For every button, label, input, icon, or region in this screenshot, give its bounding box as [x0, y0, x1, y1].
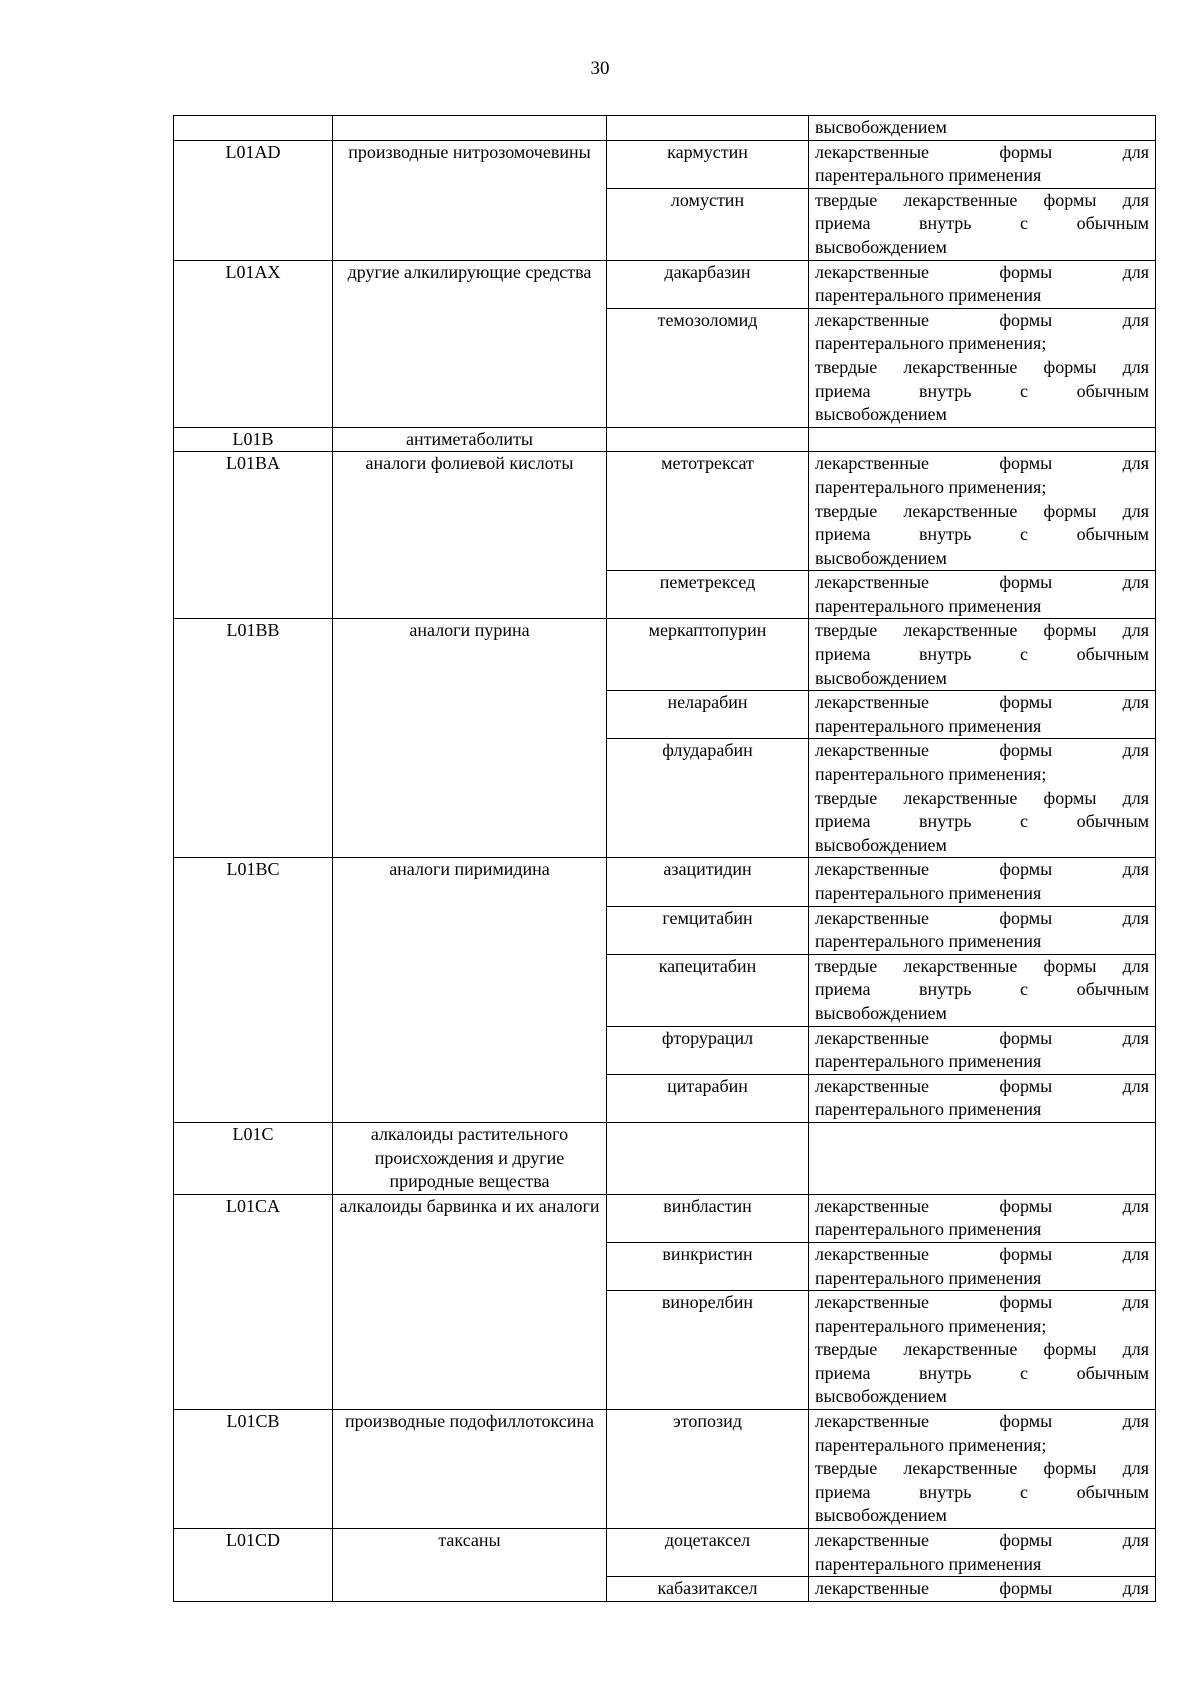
dosage-form-line: парентерального применения; [815, 333, 1047, 354]
drug-name-cell [607, 116, 809, 141]
dosage-form-line: твердые лекарственные формы для [815, 620, 1149, 641]
drug-name-cell: ломустин [607, 188, 809, 260]
table-row [174, 619, 1156, 691]
dosage-form-line: высвобождением [815, 236, 947, 257]
dosage-form-line: твердые лекарственные формы для [815, 787, 1149, 808]
table-row [174, 1122, 1156, 1194]
dosage-form-cell [809, 571, 1156, 619]
dosage-form-line: приема внутрь с обычным [815, 979, 1149, 1000]
atc-code-cell: L01BC [174, 858, 333, 1123]
dosage-form-line: парентерального применения [815, 715, 1042, 736]
anatomical-group-cell: производные подофиллотоксина [333, 1410, 607, 1529]
dosage-form-cell [809, 1291, 1156, 1410]
drug-name-cell: доцетаксел [607, 1529, 809, 1577]
dosage-form-line: твердые лекарственные формы для [815, 500, 1149, 521]
table-row [174, 140, 1156, 188]
dosage-form-line: лекарственные формы для [815, 859, 1149, 880]
dosage-form-cell [809, 858, 1156, 906]
dosage-form-line: парентерального применения; [815, 1434, 1047, 1455]
drug-name-cell: этопозид [607, 1410, 809, 1529]
dosage-form-line: лекарственные формы для [815, 740, 1149, 761]
dosage-form-cell [809, 619, 1156, 691]
table-row [174, 260, 1156, 308]
atc-code-cell [174, 116, 333, 141]
drug-name-cell: дакарбазин [607, 260, 809, 308]
dosage-form-cell [809, 691, 1156, 739]
dosage-form-line: приема внутрь с обычным [815, 380, 1149, 401]
dosage-form-cell [809, 954, 1156, 1026]
dosage-form-line: высвобождением [815, 667, 947, 688]
dosage-form-line: твердые лекарственные формы для [815, 1458, 1149, 1479]
drug-table [173, 115, 1156, 1602]
dosage-form-line: лекарственные формы для [815, 1292, 1149, 1313]
anatomical-group-cell: аналоги фолиевой кислоты [333, 452, 607, 619]
dosage-form-line: парентерального применения; [815, 1315, 1047, 1336]
dosage-form-line: парентерального применения [815, 165, 1042, 186]
dosage-form-line: твердые лекарственные формы для [815, 1339, 1149, 1360]
dosage-form-line: высвобождением [815, 547, 947, 568]
dosage-form-line: лекарственные формы для [815, 1075, 1149, 1096]
anatomical-group-cell: таксаны [333, 1529, 607, 1602]
drug-name-cell: гемцитабин [607, 906, 809, 954]
drug-name-cell: винбластин [607, 1194, 809, 1242]
drug-name-cell: азацитидин [607, 858, 809, 906]
dosage-form-line: парентерального применения [815, 1267, 1042, 1288]
table-row [174, 452, 1156, 571]
dosage-form-line: лекарственные формы для [815, 261, 1149, 282]
dosage-form-cell [809, 260, 1156, 308]
dosage-form-cell [809, 1122, 1156, 1194]
drug-name-cell: флударабин [607, 739, 809, 858]
dosage-form-line: парентерального применения [815, 1553, 1042, 1574]
dosage-form-cell [809, 116, 1156, 141]
dosage-form-line: лекарственные формы для [815, 1411, 1149, 1432]
drug-name-cell: меркаптопурин [607, 619, 809, 691]
anatomical-group-cell [333, 116, 607, 141]
dosage-form-cell [809, 1074, 1156, 1122]
dosage-form-line: приема внутрь с обычным [815, 524, 1149, 545]
anatomical-group-cell: алкалоиды растительного происхождения и другие природные вещества [333, 1122, 607, 1194]
drug-name-cell: цитарабин [607, 1074, 809, 1122]
dosage-form-line: лекарственные формы для [815, 309, 1149, 330]
dosage-form-cell [809, 1242, 1156, 1290]
dosage-form-line: высвобождением [815, 1505, 947, 1526]
dosage-form-line: парентерального применения [815, 285, 1042, 306]
atc-code-cell: L01C [174, 1122, 333, 1194]
dosage-form-cell [809, 1577, 1156, 1602]
atc-code-cell: L01B [174, 427, 333, 452]
dosage-form-cell [809, 427, 1156, 452]
dosage-form-line: высвобождением [815, 834, 947, 855]
dosage-form-cell [809, 308, 1156, 427]
dosage-form-cell [809, 140, 1156, 188]
drug-name-cell [607, 427, 809, 452]
dosage-form-line: парентерального применения; [815, 476, 1047, 497]
table-row [174, 427, 1156, 452]
dosage-form-cell [809, 188, 1156, 260]
dosage-form-line: приема внутрь с обычным [815, 1481, 1149, 1502]
dosage-form-cell [809, 906, 1156, 954]
drug-name-cell: метотрексат [607, 452, 809, 571]
atc-code-cell: L01CB [174, 1410, 333, 1529]
atc-code-cell: L01BA [174, 452, 333, 619]
dosage-form-line: высвобождением [815, 1002, 947, 1023]
drug-table-body [174, 116, 1156, 1602]
dosage-form-cell [809, 1194, 1156, 1242]
dosage-form-line: парентерального применения; [815, 764, 1047, 785]
dosage-form-line: лекарственные формы для [815, 1530, 1149, 1551]
dosage-form-line: лекарственные формы для [815, 1195, 1149, 1216]
table-row [174, 116, 1156, 141]
atc-code-cell: L01BB [174, 619, 333, 858]
dosage-form-line: твердые лекарственные формы для [815, 189, 1149, 210]
drug-name-cell: неларабин [607, 691, 809, 739]
dosage-form-line: лекарственные формы для [815, 141, 1149, 162]
table-row [174, 1529, 1156, 1577]
dosage-form-cell [809, 452, 1156, 571]
table-row [174, 858, 1156, 906]
anatomical-group-cell: другие алкилирующие средства [333, 260, 607, 427]
dosage-form-line: парентерального применения [815, 1051, 1042, 1072]
dosage-form-line: приема внутрь с обычным [815, 811, 1149, 832]
dosage-form-line: высвобождением [815, 1386, 947, 1407]
page-number: 30 [590, 58, 610, 79]
dosage-form-line: твердые лекарственные формы для [815, 955, 1149, 976]
dosage-form-cell [809, 739, 1156, 858]
drug-name-cell: пеметрексед [607, 571, 809, 619]
anatomical-group-cell: аналоги пиримидина [333, 858, 607, 1123]
dosage-form-line: парентерального применения [815, 1219, 1042, 1240]
drug-name-cell: капецитабин [607, 954, 809, 1026]
anatomical-group-cell: алкалоиды барвинка и их аналоги [333, 1194, 607, 1409]
drug-name-cell: винорелбин [607, 1291, 809, 1410]
dosage-form-line: лекарственные формы для [815, 1243, 1149, 1264]
drug-name-cell: винкристин [607, 1242, 809, 1290]
drug-name-cell: фторурацил [607, 1026, 809, 1074]
dosage-form-line: высвобождением [815, 404, 947, 425]
atc-code-cell: L01AX [174, 260, 333, 427]
drug-name-cell: темозоломид [607, 308, 809, 427]
dosage-form-line: приема внутрь с обычным [815, 1362, 1149, 1383]
dosage-form-line: лекарственные формы для [815, 907, 1149, 928]
drug-name-cell: кабазитаксел [607, 1577, 809, 1602]
dosage-form-line: лекарственные формы для [815, 453, 1149, 474]
dosage-form-cell [809, 1529, 1156, 1577]
dosage-form-line: твердые лекарственные формы для [815, 356, 1149, 377]
dosage-form-cell [809, 1410, 1156, 1529]
table-row [174, 1410, 1156, 1529]
anatomical-group-cell: антиметаболиты [333, 427, 607, 452]
dosage-form-line: парентерального применения [815, 883, 1042, 903]
dosage-form-line: лекарственные формы для [815, 1578, 1149, 1599]
atc-code-cell: L01CD [174, 1529, 333, 1602]
anatomical-group-cell: аналоги пурина [333, 619, 607, 858]
dosage-form-line: лекарственные формы для [815, 692, 1149, 713]
atc-code-cell: L01AD [174, 140, 333, 260]
dosage-form-line: парентерального применения [815, 595, 1042, 616]
table-row [174, 1194, 1156, 1242]
dosage-form-line: высвобождением [815, 117, 947, 137]
dosage-form-line: приема внутрь с обычным [815, 644, 1149, 665]
dosage-form-line: лекарственные формы для [815, 572, 1149, 593]
atc-code-cell: L01CA [174, 1194, 333, 1409]
dosage-form-cell [809, 1026, 1156, 1074]
dosage-form-line: парентерального применения [815, 1099, 1042, 1120]
drug-name-cell [607, 1122, 809, 1194]
dosage-form-line: приема внутрь с обычным [815, 213, 1149, 234]
anatomical-group-cell: производные нитрозомочевины [333, 140, 607, 260]
dosage-form-line: парентерального применения [815, 931, 1042, 952]
dosage-form-line: лекарственные формы для [815, 1027, 1149, 1048]
drug-name-cell: кармустин [607, 140, 809, 188]
